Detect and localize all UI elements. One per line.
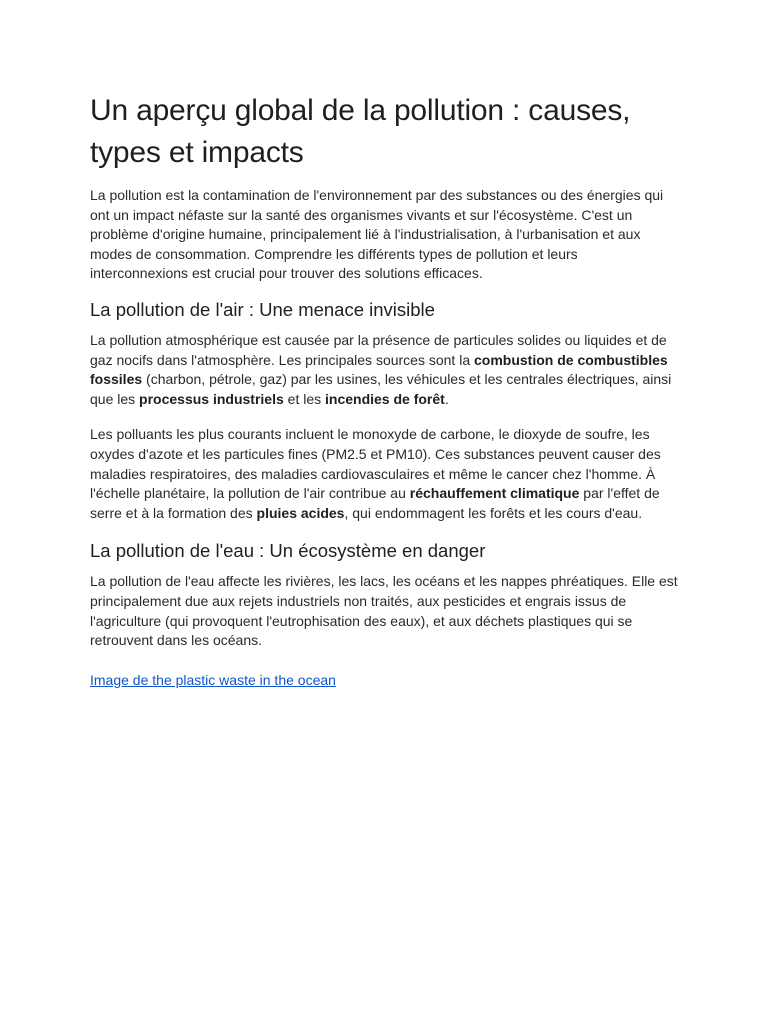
text-run: et les xyxy=(283,390,326,407)
page-title: Un aperçu global de la pollution : causes, types et impacts xyxy=(90,94,631,169)
air-paragraph-1 xyxy=(90,331,678,409)
air-paragraph-2 xyxy=(90,425,678,523)
text-run: . xyxy=(444,390,449,407)
text-run: Les polluants les plus courants incluent le monoxyde de carbone, le dioxyde de soufre, les oxydes d'azote et les particules fines (PM2.5 et PM10). Ces substances peuvent causer des maladies respiratoires, des maladies cardiovasculaires et même le cancer chez l'homme. À l'échelle planétaire, la pollution de l'air contribue au xyxy=(90,426,661,502)
text-run: La pollution atmosphérique est causée par la présence de particules solides ou liquides et de gaz nocifs dans l'atmosphère. Les principales sources sont la xyxy=(90,331,667,368)
bold-text: combustion de combustibles fossiles xyxy=(90,351,668,388)
air-section-heading: La pollution de l'air : Une menace invisible xyxy=(90,298,435,320)
text-run: par l'effet de serre et à la formation des xyxy=(90,485,660,521)
bold-text: pluies acides xyxy=(256,504,345,521)
intro-paragraph: La pollution est la contamination de l'environnement par des substances ou des énergies qui ont un impact néfaste sur la santé des organismes vivants et sur l'écosystème. C'est un problème d'origine humaine, principalement lié à l'industrialisation, à l'urbanisation et aux modes de consommation. Comprendre les différents types de pollution et leurs interconnexions est crucial pour trouver des solutions efficaces. xyxy=(90,187,664,282)
image-link[interactable]: Image de the plastic waste in the ocean xyxy=(90,671,336,688)
bold-text: incendies de forêt xyxy=(325,390,445,407)
water-section-heading: La pollution de l'eau : Un écosystème en danger xyxy=(90,540,486,562)
text-run: , qui endommagent les forêts et les cours d'eau. xyxy=(344,504,643,521)
bold-text: réchauffement climatique xyxy=(409,485,580,502)
bold-text: processus industriels xyxy=(139,390,284,407)
text-run: (charbon, pétrole, gaz) par les usines, les véhicules et les centrales électriques, ainsi que les xyxy=(90,371,672,407)
water-paragraph-1: La pollution de l'eau affecte les rivières, les lacs, les océans et les nappes phréatiques. Elle est principalement due aux rejets industriels non traités, aux pesticides et engrais issus de l'agriculture (qui provoquent l'eutrophisation des eaux), et aux déchets plastiques qui se retrouvent dans les océans. xyxy=(90,573,678,649)
